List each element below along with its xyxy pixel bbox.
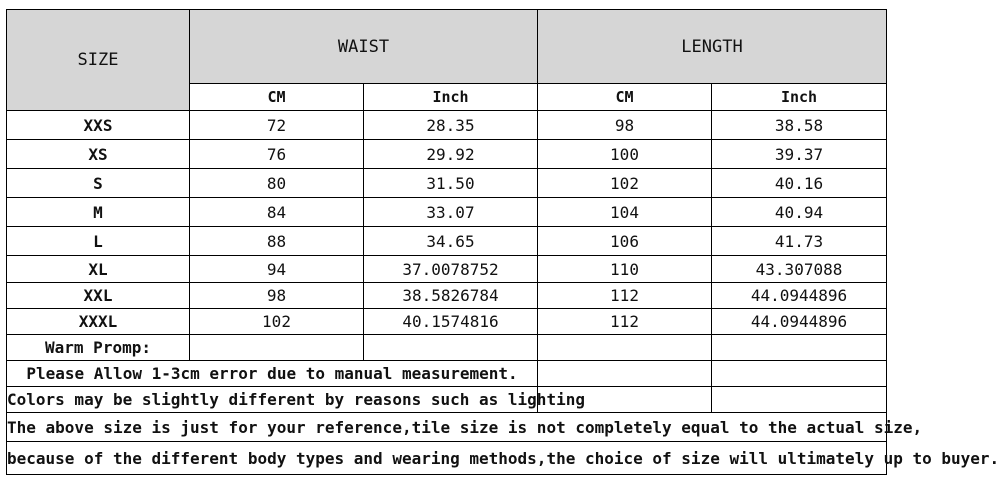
waist-inch-cell: 40.1574816 [364,309,538,335]
table-row [7,256,887,283]
table-row [7,111,887,140]
length-cm-header: CM [538,84,712,111]
table-row [7,169,887,198]
length-cm-cell: 100 [538,140,712,169]
size-cell: M [7,198,190,227]
empty-cell [538,335,712,361]
length-inch-cell: 44.0944896 [712,309,887,335]
waist-cm-cell: 102 [190,309,364,335]
length-cm-cell: 112 [538,283,712,309]
table-row [7,198,887,227]
size-cell: XXL [7,283,190,309]
waist-inch-cell: 31.50 [364,169,538,198]
size-cell: S [7,169,190,198]
waist-cm-cell: 72 [190,111,364,140]
waist-cm-header: CM [190,84,364,111]
length-inch-header: Inch [712,84,887,111]
length-cm-cell: 98 [538,111,712,140]
waist-cm-cell: 88 [190,227,364,256]
table-row [7,283,887,309]
empty-cell [712,361,887,387]
note-line-1: Please Allow 1-3cm error due to manual measurement. [7,361,538,387]
waist-cm-cell: 84 [190,198,364,227]
length-cm-cell: 112 [538,309,712,335]
empty-cell [190,335,364,361]
waist-inch-cell: 29.92 [364,140,538,169]
waist-inch-cell: 28.35 [364,111,538,140]
waist-cm-cell: 80 [190,169,364,198]
waist-header: WAIST [190,10,538,84]
empty-cell [538,361,712,387]
length-inch-cell: 38.58 [712,111,887,140]
table-row [7,227,887,256]
size-chart-table [6,9,999,475]
length-cm-cell: 104 [538,198,712,227]
note-line-4: because of the different body types and wearing methods,the choice of size will ultimately up to buyer. [7,442,887,475]
length-cm-cell: 110 [538,256,712,283]
size-cell: XS [7,140,190,169]
note-line-3: The above size is just for your reference,tile size is not completely equal to the actual size, [7,413,887,442]
size-cell: XL [7,256,190,283]
size-cell: XXXL [7,309,190,335]
table-row [7,140,887,169]
waist-cm-cell: 98 [190,283,364,309]
size-cell: XXS [7,111,190,140]
length-header: LENGTH [538,10,887,84]
length-inch-cell: 39.37 [712,140,887,169]
warm-prompt-title: Warm Promp: [7,335,190,361]
waist-cm-cell: 76 [190,140,364,169]
empty-cell [712,387,887,413]
note-line-2: Colors may be slightly different by reasons such as lighting [7,387,538,413]
size-cell: L [7,227,190,256]
empty-cell [364,335,538,361]
length-inch-cell: 43.307088 [712,256,887,283]
waist-cm-cell: 94 [190,256,364,283]
waist-inch-cell: 38.5826784 [364,283,538,309]
length-inch-cell: 40.94 [712,198,887,227]
waist-inch-header: Inch [364,84,538,111]
waist-inch-cell: 33.07 [364,198,538,227]
empty-cell [712,335,887,361]
length-inch-cell: 41.73 [712,227,887,256]
table-row [7,309,887,335]
length-cm-cell: 102 [538,169,712,198]
waist-inch-cell: 34.65 [364,227,538,256]
waist-inch-cell: 37.0078752 [364,256,538,283]
size-header: SIZE [7,10,190,111]
length-inch-cell: 40.16 [712,169,887,198]
length-cm-cell: 106 [538,227,712,256]
length-inch-cell: 44.0944896 [712,283,887,309]
